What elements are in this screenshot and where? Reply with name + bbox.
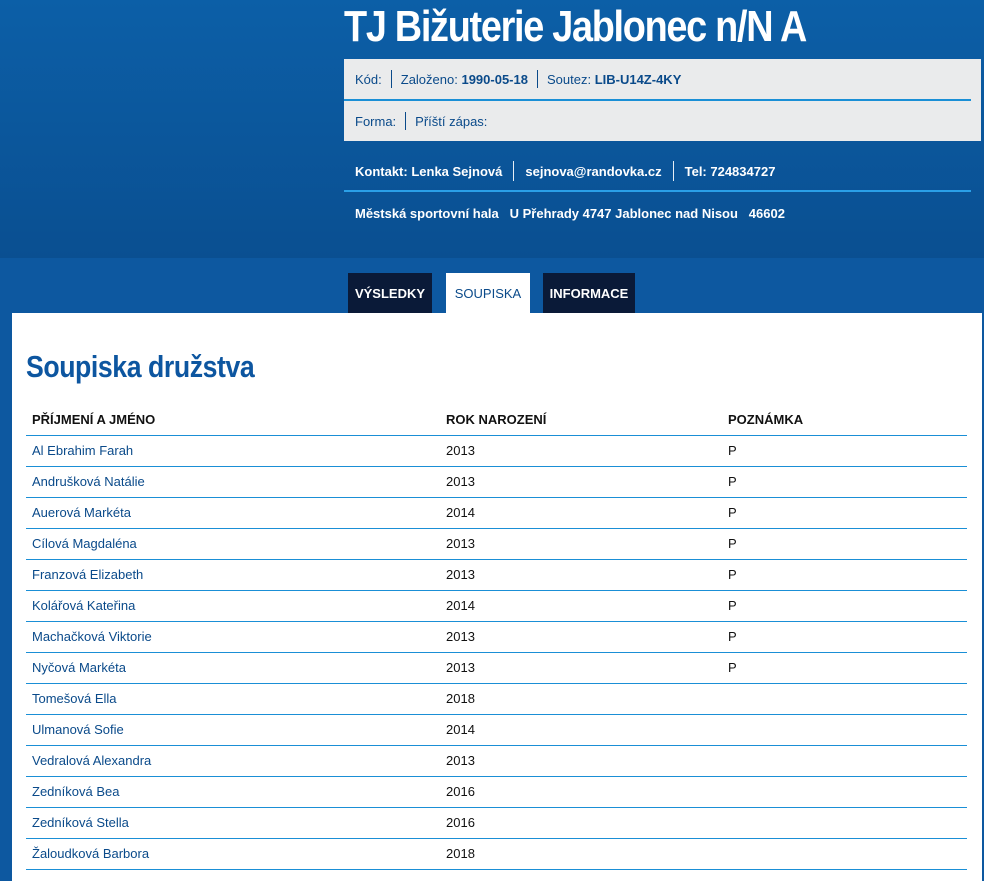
player-note: P	[728, 443, 737, 458]
team-info-box	[344, 59, 981, 141]
column-header-year: ROK NAROZENÍ	[446, 412, 547, 427]
birth-year: 2014	[446, 598, 475, 613]
birth-year: 2014	[446, 722, 475, 737]
birth-year: 2013	[446, 443, 475, 458]
table-row	[26, 436, 967, 467]
player-note: P	[728, 629, 737, 644]
table-row	[26, 808, 967, 839]
player-note: P	[728, 474, 737, 489]
player-name-link[interactable]: Ulmanová Sofie	[32, 722, 124, 737]
player-note: P	[728, 505, 737, 520]
birth-year: 2016	[446, 815, 475, 830]
player-name-link[interactable]: Vedralová Alexandra	[32, 753, 152, 768]
table-row	[26, 498, 967, 529]
roster-title: Soupiska družstva	[26, 349, 255, 384]
table-row	[26, 560, 967, 591]
separator	[673, 161, 674, 181]
separator	[391, 70, 392, 88]
player-name-link[interactable]: Machačková Viktorie	[32, 629, 152, 644]
player-name-link[interactable]: Kolářová Kateřina	[32, 598, 136, 613]
table-row	[26, 684, 967, 715]
venue-address: U Přehrady 4747 Jablonec nad Nisou	[509, 205, 738, 221]
pristi-zapas-label: Příští zápas:	[415, 113, 488, 129]
info-row-forma	[355, 112, 487, 130]
birth-year: 2013	[446, 753, 475, 768]
info-divider	[344, 99, 971, 101]
birth-year: 2014	[446, 505, 475, 520]
separator	[405, 112, 406, 130]
separator	[537, 70, 538, 88]
table-row	[26, 777, 967, 808]
contact-email-link[interactable]: sejnova@randovka.cz	[525, 163, 662, 179]
birth-year: 2013	[446, 536, 475, 551]
venue-zip: 46602	[748, 205, 785, 221]
separator	[513, 161, 514, 181]
player-note: P	[728, 598, 737, 613]
birth-year: 2016	[446, 784, 475, 799]
table-row	[26, 622, 967, 653]
forma-label: Forma:	[355, 113, 397, 129]
table-row	[26, 529, 967, 560]
player-note: P	[728, 660, 737, 675]
table-row	[26, 839, 967, 870]
player-name-link[interactable]: Zedníková Bea	[32, 784, 120, 799]
tab-informace[interactable]: INFORMACE	[543, 273, 635, 313]
player-name-link[interactable]: Franzová Elizabeth	[32, 567, 144, 582]
column-header-name: PŘÍJMENÍ A JMÉNO	[32, 412, 156, 427]
soutez-label: Soutez:	[546, 71, 592, 87]
zalozeno-value: 1990-05-18	[461, 71, 528, 87]
table-row	[26, 746, 967, 777]
birth-year: 2013	[446, 567, 475, 582]
tab-vysledky[interactable]: VÝSLEDKY	[348, 273, 432, 313]
contact-person: Kontakt: Lenka Sejnová	[355, 163, 503, 179]
player-name-link[interactable]: Žaloudková Barbora	[32, 846, 150, 861]
tab-soupiska[interactable]: SOUPISKA	[446, 273, 530, 313]
player-name-link[interactable]: Auerová Markéta	[32, 505, 131, 520]
birth-year: 2013	[446, 629, 475, 644]
birth-year: 2018	[446, 846, 475, 861]
player-note: P	[728, 536, 737, 551]
team-title: TJ Bižuterie Jablonec n/N A	[344, 2, 807, 51]
table-row	[26, 591, 967, 622]
roster-body	[26, 436, 967, 870]
contact-divider	[344, 190, 971, 192]
birth-year: 2013	[446, 474, 475, 489]
player-name-link[interactable]: Al Ebrahim Farah	[32, 443, 134, 458]
player-name-link[interactable]: Cílová Magdaléna	[32, 536, 137, 551]
roster-panel	[12, 313, 982, 881]
info-row-basic	[355, 70, 681, 88]
table-row	[26, 467, 967, 498]
birth-year: 2013	[446, 660, 475, 675]
kod-label: Kód:	[355, 71, 382, 87]
roster-table	[26, 405, 967, 870]
zalozeno-label: Založeno:	[400, 71, 458, 87]
player-name-link[interactable]: Tomešová Ella	[32, 691, 117, 706]
venue-name: Městská sportovní hala	[355, 205, 499, 221]
team-header	[0, 0, 984, 258]
contact-phone: Tel: 724834727	[684, 163, 776, 179]
column-header-note: POZNÁMKA	[728, 412, 804, 427]
player-name-link[interactable]: Zedníková Stella	[32, 815, 129, 830]
venue-row	[355, 202, 785, 224]
player-name-link[interactable]: Nyčová Markéta	[32, 660, 126, 675]
contact-row	[355, 160, 775, 182]
soutez-link[interactable]: LIB-U14Z-4KY	[594, 71, 682, 87]
table-row	[26, 653, 967, 684]
table-header	[26, 405, 967, 436]
player-name-link[interactable]: Andrušková Natálie	[32, 474, 145, 489]
player-note: P	[728, 567, 737, 582]
table-row	[26, 715, 967, 746]
birth-year: 2018	[446, 691, 475, 706]
